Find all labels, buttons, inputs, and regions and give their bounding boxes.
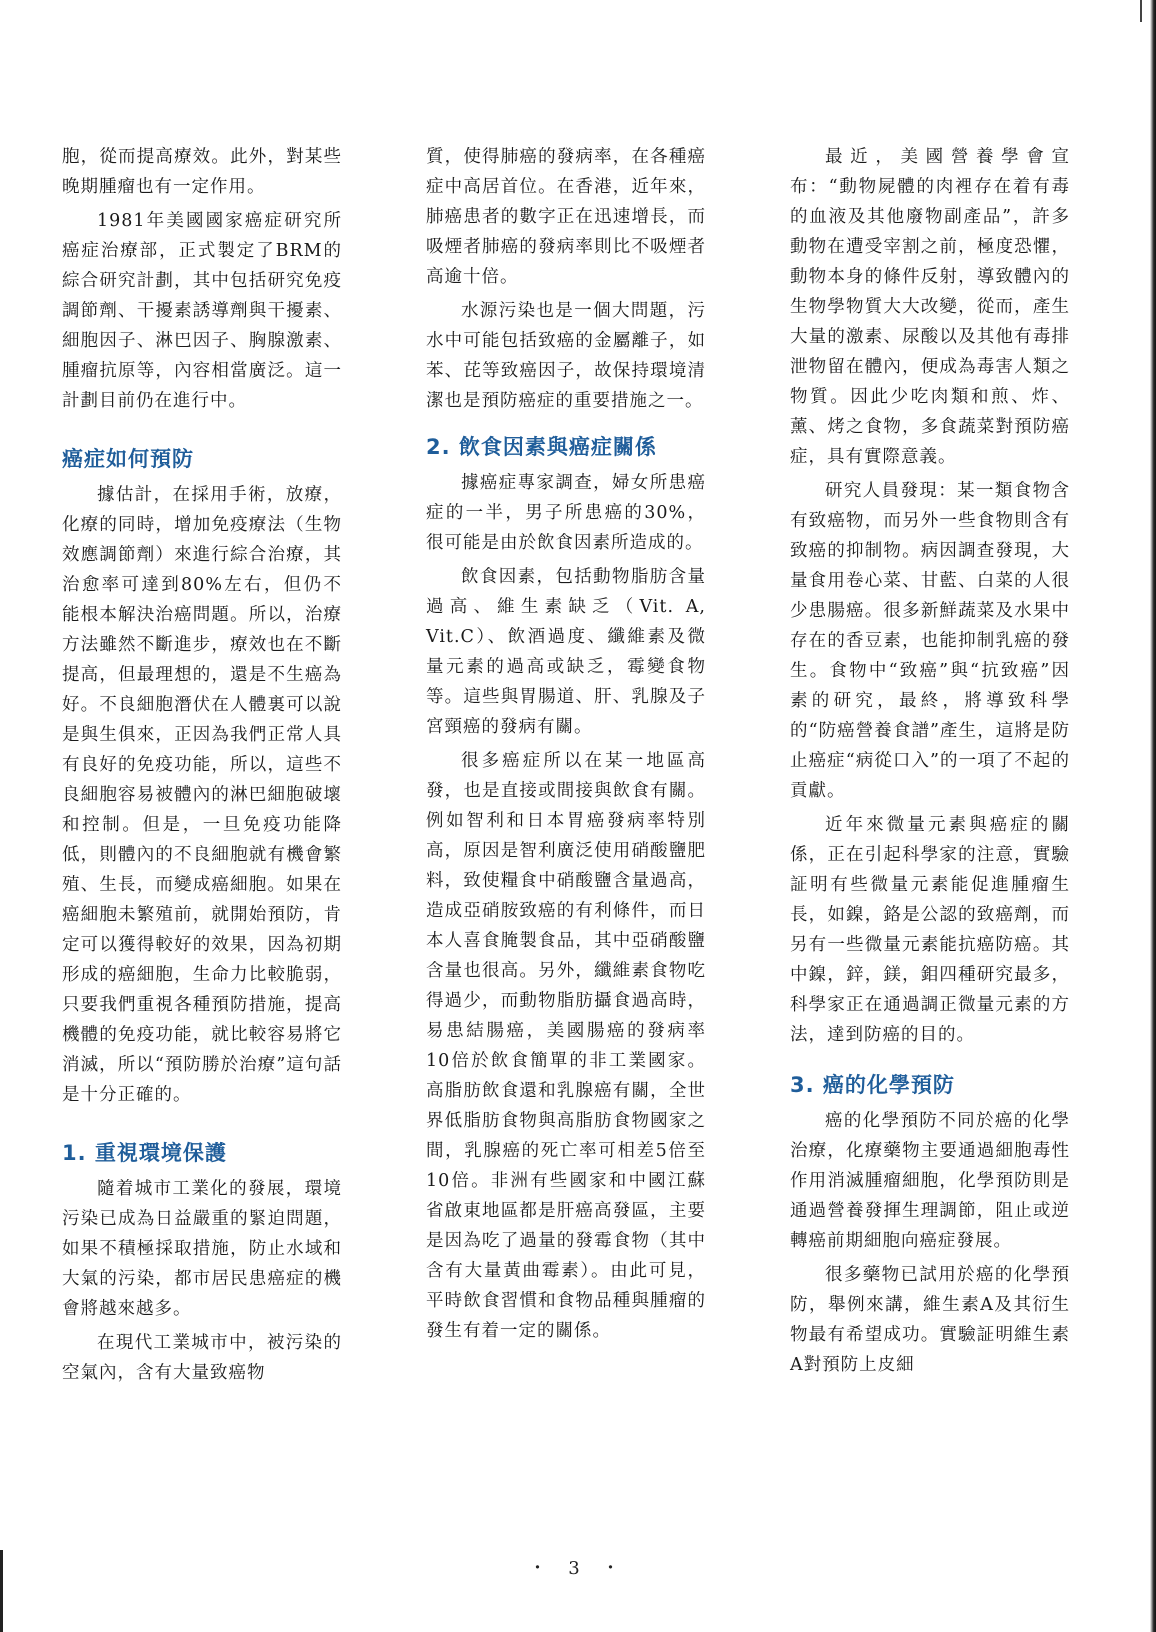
paragraph: 水源污染也是一個大問題，污水中可能包括致癌的金屬離子，如苯、芘等致癌因子，故保持環境清潔也是預防癌症的重要措施之一。 (426, 301, 706, 411)
paragraph: 很多藥物已試用於癌的化學預防，舉例來講，維生素A及其衍生物最有希望成功。實驗証明維生素A對預防上皮細 (790, 1265, 1070, 1375)
paragraph: 隨着城市工業化的發展，環境污染已成為日益嚴重的緊迫問題，如果不積極採取措施，防止水域和大氣的污染，都市居民患癌症的機會將越來越多。 (62, 1179, 342, 1319)
paragraph: 在現代工業城市中，被污染的空氣內，含有大量致癌物 (62, 1333, 342, 1383)
paragraph: 胞，從而提高療效。此外，對某些晚期腫瘤也有一定作用。 (62, 147, 342, 197)
scan-mark (1140, 0, 1142, 22)
section-heading: 1. 重視環境保護 (62, 1141, 227, 1165)
paragraph: 癌的化學預防不同於癌的化學治療，化療藥物主要通過細胞毒性作用消滅腫瘤細胞，化學預防則是通過營養發揮生理調節，阻止或逆轉癌前期細胞向癌症發展。 (790, 1111, 1070, 1251)
section-heading: 3. 癌的化學預防 (790, 1073, 955, 1097)
column-3 (790, 142, 1070, 1380)
section-heading: 2. 飲食因素與癌症關係 (426, 435, 657, 459)
paragraph: 近年來微量元素與癌症的關係，正在引起科學家的注意，實驗証明有些微量元素能促進腫瘤生長，如鎳，鉻是公認的致癌劑，而另有一些微量元素能抗癌防癌。其中鎳，鋅，鎂，鉬四種研究最多，科學家正在通過調正微量元素的方法，達到防癌的目的。 (790, 815, 1070, 1045)
paragraph: 飲食因素，包括動物脂肪含量過高、維生素缺乏（Vit. A, Vit.C）、飲酒過度、纖維素及微量元素的過高或缺乏，霉變食物等。這些與胃腸道、肝、乳腺及子宮頸癌的發病有關。 (426, 567, 706, 737)
section-heading: 癌症如何預防 (62, 447, 194, 471)
paragraph: 據癌症專家調查，婦女所患癌症的一半，男子所患癌的30%，很可能是由於飲食因素所造成的。 (426, 473, 706, 553)
column-1 (62, 142, 342, 1388)
paragraph: 據估計，在採用手術，放療，化療的同時，增加免疫療法（生物效應調節劑）來進行綜合治療，其治愈率可達到80%左右，但仍不能根本解決治癌問題。所以，治療方法雖然不斷進步，療效也在不斷提高，但最理想的，還是不生癌為好。不良細胞潛伏在人體裏可以說是與生俱來，正因為我們正常人具有良好的免疫功能，所以，這些不良細胞容易被體內的淋巴細胞破壞和控制。但是，一旦免疫功能降低，則體內的不良細胞就有機會繁殖、生長，而變成癌細胞。如果在癌細胞未繁殖前，就開始預防，肯定可以獲得較好的效果，因為初期形成的癌細胞，生命力比較脆弱，只要我們重視各種預防措施，提高機體的免疫功能，就比較容易將它消滅，所以“預防勝於治療”這句話是十分正確的。 (62, 485, 342, 1105)
paragraph: 很多癌症所以在某一地區高發，也是直接或間接與飲食有關。例如智利和日本胃癌發病率特別高，原因是智利廣泛使用硝酸鹽肥料，致使糧食中硝酸鹽含量過高，造成亞硝胺致癌的有利條件，而日本人喜食腌製食品，其中亞硝酸鹽含量也很高。另外，纖維素食物吃得過少，而動物脂肪攝食過高時，易患結腸癌，美國腸癌的發病率10倍於飲食簡單的非工業國家。高脂肪飲食還和乳腺癌有關，全世界低脂肪食物與高脂肪食物國家之間，乳腺癌的死亡率可相差5倍至10倍。非洲有些國家和中國江蘇省啟東地區都是肝癌高發區，主要是因為吃了過量的發霉食物（其中含有大量黃曲霉素）。由此可見，平時飲食習慣和食物品種與腫瘤的發生有着一定的關係。 (426, 751, 706, 1341)
column-2 (426, 142, 706, 1346)
page-number: ・ 3 ・ (528, 1558, 628, 1579)
paragraph: 質，使得肺癌的發病率，在各種癌症中高居首位。在香港，近年來，肺癌患者的數字正在迅速增長，而吸煙者肺癌的發病率則比不吸煙者高逾十倍。 (426, 147, 706, 287)
page-edge-shadow (1150, 0, 1156, 1632)
paragraph: 研究人員發現：某一類食物含有致癌物，而另外一些食物則含有致癌的抑制物。病因調查發現，大量食用卷心菜、甘藍、白菜的人很少患腸癌。很多新鮮蔬菜及水果中存在的香豆素，也能抑制乳癌的發生。食物中“致癌”與“抗致癌”因素的研究，最終，將導致科學的“防癌營養食譜”產生，這將是防止癌症“病從口入”的一項了不起的貢獻。 (790, 481, 1070, 801)
paragraph: 1981年美國國家癌症研究所癌症治療部，正式製定了BRM的綜合研究計劃，其中包括研究免疫調節劑、干擾素誘導劑與干擾素、細胞因子、淋巴因子、胸腺激素、腫瘤抗原等，內容相當廣泛。這一計劃目前仍在進行中。 (62, 211, 342, 411)
paragraph: 最近，美國營養學會宣布：“動物屍體的肉裡存在着有毒的血液及其他廢物副產品”，許多動物在遭受宰割之前，極度恐懼，動物本身的條件反射，導致體內的生物學物質大大改變，從而，產生大量的激素、尿酸以及其他有毒排泄物留在體內，便成為毒害人類之物質。因此少吃肉類和煎、炸、薰、烤之食物，多食蔬菜對預防癌症，具有實際意義。 (790, 147, 1070, 467)
